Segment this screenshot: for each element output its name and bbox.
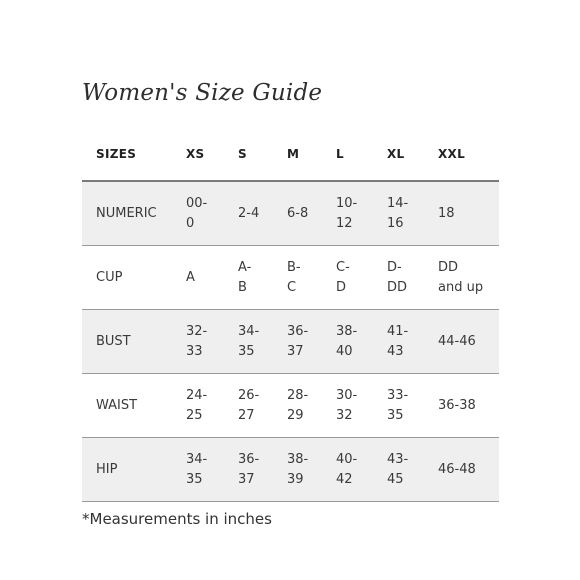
table-cell: 33- 35 <box>387 387 409 423</box>
table-cell: 30- 32 <box>336 387 358 423</box>
table-cell: 36-38 <box>438 397 476 413</box>
table-cell: 41- 43 <box>387 323 409 359</box>
table-cell: 36- 37 <box>287 323 309 359</box>
measurement-note: *Measurements in inches <box>82 510 272 528</box>
table-cell: 2-4 <box>238 205 260 221</box>
table-cell: 34- 35 <box>238 323 260 359</box>
header-xs: XS <box>186 147 205 161</box>
table-cell: 34- 35 <box>186 451 208 487</box>
table-row-bust <box>82 310 499 374</box>
header-l: L <box>336 147 344 161</box>
table-cell: 10- 12 <box>336 195 358 231</box>
table-cell: C- D <box>336 259 350 295</box>
table-cell: 32- 33 <box>186 323 208 359</box>
table-cell: 40- 42 <box>336 451 358 487</box>
table-cell: 14- 16 <box>387 195 409 231</box>
header-xxl: XXL <box>438 147 466 161</box>
table-cell: 43- 45 <box>387 451 409 487</box>
table-cell: 28- 29 <box>287 387 309 423</box>
table-cell: 46-48 <box>438 461 476 477</box>
table-cell: A- B <box>238 259 252 295</box>
table-cell: 44-46 <box>438 333 476 349</box>
table-cell: 38- 39 <box>287 451 309 487</box>
header-sizes: SIZES <box>96 147 137 161</box>
table-cell: 6-8 <box>287 205 309 221</box>
table-cell: 36- 37 <box>238 451 260 487</box>
table-cell: 18 <box>438 205 455 221</box>
row-label: HIP <box>96 461 118 477</box>
header-m: M <box>287 147 300 161</box>
table-cell: D- DD <box>387 259 408 295</box>
page-title: Women's Size Guide <box>82 80 323 106</box>
table-cell: 00- 0 <box>186 195 208 231</box>
table-cell: B- C <box>287 259 301 295</box>
table-row-waist <box>82 374 499 438</box>
row-label: NUMERIC <box>96 205 157 221</box>
table-cell: 24- 25 <box>186 387 208 423</box>
row-label: CUP <box>96 269 123 285</box>
row-label: WAIST <box>96 397 138 413</box>
table-row-cup <box>82 246 499 310</box>
table-row-numeric <box>82 182 499 246</box>
size-table <box>82 128 499 502</box>
row-label: BUST <box>96 333 131 349</box>
table-row-hip <box>82 438 499 502</box>
table-cell: 38- 40 <box>336 323 358 359</box>
table-cell: DD and up <box>438 259 484 295</box>
header-xl: XL <box>387 147 405 161</box>
table-cell: A <box>186 269 195 285</box>
header-s: S <box>238 147 247 161</box>
table-header <box>82 128 499 182</box>
table-cell: 26- 27 <box>238 387 260 423</box>
